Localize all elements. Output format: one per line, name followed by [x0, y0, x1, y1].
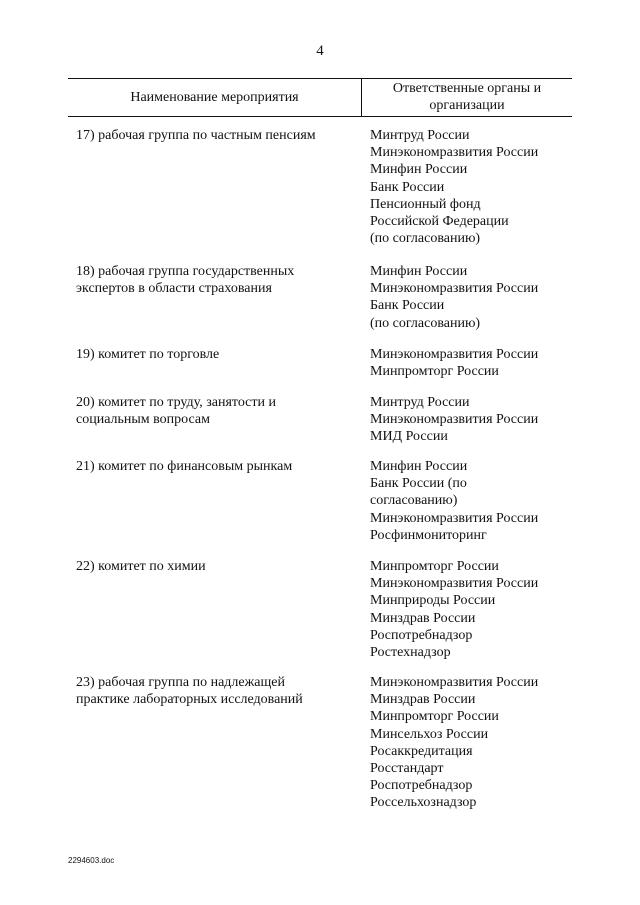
responsible-organizations — [370, 394, 570, 446]
organization-name: Минэкономразвития России — [370, 412, 539, 428]
organization-name: Минэкономразвития России — [370, 281, 539, 297]
organization-name: согласованию) — [370, 493, 458, 509]
organization-name: Банк России — [370, 179, 445, 195]
activity-name-line: 18) рабочая группа государственных — [76, 264, 295, 279]
organization-name: Минпромторг России — [370, 709, 499, 725]
organization-name: Минздрав России — [370, 610, 476, 626]
organization-name: Минэкономразвития России — [370, 347, 539, 362]
organization-name: Российской Федерации — [370, 214, 509, 230]
activity-name-line: 19) комитет по торговле — [76, 347, 220, 362]
header-responsible-line1: Ответственные органы и — [392, 81, 542, 96]
organization-name: Минфин России — [370, 264, 468, 279]
activity-name — [76, 346, 346, 363]
organization-name: Минфин России — [370, 162, 468, 178]
activity-name-line: 21) комитет по финансовым рынкам — [76, 459, 293, 474]
responsible-organizations — [370, 558, 570, 661]
activity-name — [76, 458, 346, 475]
organization-name: Минсельхоз России — [370, 726, 489, 742]
organization-name: Роспотребнадзор — [370, 627, 473, 643]
activity-name — [76, 394, 346, 428]
organization-name: Минпромторг России — [370, 364, 499, 380]
organization-name: Минэкономразвития России — [370, 145, 539, 161]
document-filename: 2294603.doc — [68, 856, 115, 865]
header-activity-name: Наименование мероприятия — [130, 90, 299, 105]
organization-name: Минтруд России — [370, 128, 470, 143]
organization-name: Росфинмониторинг — [370, 527, 487, 543]
organization-name: Ростехнадзор — [370, 645, 451, 661]
organization-name: Пенсионный фонд — [370, 196, 481, 212]
activity-name — [76, 263, 346, 297]
organization-name: Минэкономразвития России — [370, 576, 539, 592]
organization-name: Минприроды России — [370, 593, 496, 609]
activity-name — [76, 674, 346, 708]
organization-name: Минэкономразвития России — [370, 510, 539, 526]
organization-name: МИД России — [370, 429, 448, 445]
organization-name: Минпромторг России — [370, 559, 499, 574]
organization-name: Росаккредитация — [370, 743, 473, 759]
organization-name: Банк России — [370, 298, 445, 314]
organization-name: Росстандарт — [370, 761, 444, 777]
organization-name: Минэкономразвития России — [370, 675, 539, 690]
organization-name: Банк России (по — [370, 476, 467, 492]
organization-name: Россельхознадзор — [370, 795, 477, 811]
table-header — [68, 78, 572, 117]
page-number: 4 — [316, 43, 324, 59]
organization-name: (по согласованию) — [370, 315, 481, 331]
responsible-organizations — [370, 458, 570, 544]
activity-name-line: социальным вопросам — [76, 412, 210, 428]
header-responsible-bodies — [362, 80, 572, 114]
activity-name-line: 20) комитет по труду, занятости и — [76, 395, 276, 410]
organization-name: Минфин России — [370, 459, 468, 474]
activity-name — [76, 127, 346, 144]
header-responsible-line2: организации — [429, 98, 505, 113]
activity-name-line: 22) комитет по химии — [76, 559, 206, 574]
activity-name-line: экспертов в области страхования — [76, 281, 272, 297]
organization-name: Минздрав России — [370, 692, 476, 708]
activity-name-line: 23) рабочая группа по надлежащей — [76, 675, 285, 690]
organization-name: Роспотребнадзор — [370, 778, 473, 794]
responsible-organizations — [370, 127, 570, 247]
activity-name — [76, 558, 346, 575]
organization-name: (по согласованию) — [370, 231, 481, 247]
organization-name: Минтруд России — [370, 395, 470, 410]
responsible-organizations — [370, 674, 570, 812]
responsible-organizations — [370, 263, 570, 332]
responsible-organizations — [370, 346, 570, 380]
activity-name-line: 17) рабочая группа по частным пенсиям — [76, 128, 316, 143]
activity-name-line: практике лабораторных исследований — [76, 692, 303, 708]
